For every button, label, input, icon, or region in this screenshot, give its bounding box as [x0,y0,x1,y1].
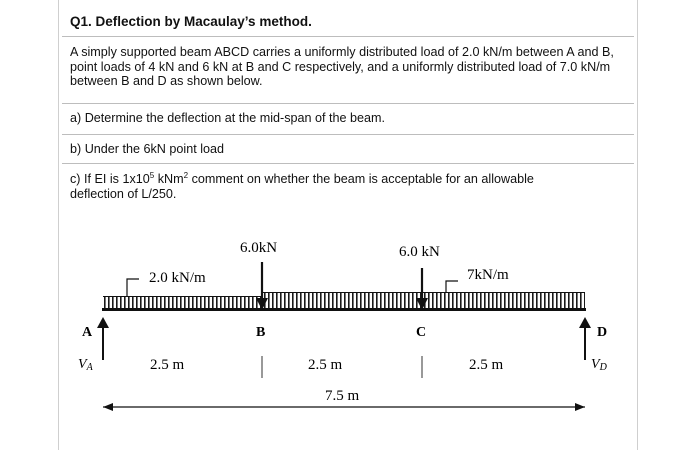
total-dim-arrow-left [103,403,113,411]
reaction-a-main: V [78,357,87,372]
reaction-a-arrowhead [97,317,109,328]
span-bc-label: 2.5 m [308,357,343,373]
point-load-c-label: 6.0 kN [399,244,440,260]
reaction-d-label [591,357,608,373]
udl-ab-leader [127,279,139,297]
total-dim-arrow-right [575,403,585,411]
question-title: Q1. Deflection by Macaulay’s method. [70,14,312,29]
reaction-a-label [78,357,94,373]
question-intro: A simply supported beam ABCD carries a uniformly distributed load of 2.0 kN/m between A and B, point loads of 4 kN and 6 kN at B and C respectively, and a uniformly distributed load of 7.0 kN/m between B and D as shown below. [70,45,614,88]
udl-ab-block [103,297,261,309]
point-load-b-label: 6.0kN [240,240,278,256]
part-c-text: kNm [154,172,184,186]
point-c-label: C [416,325,427,340]
beam [102,308,586,311]
part-c-exponent: 2 [183,171,189,180]
part-c-text: comment on whether the beam is acceptable for an allowable deflection of L/250. [70,172,534,201]
udl-bd-leader [446,281,458,293]
part-a: a) Determine the deflection at the mid-span of the beam. [70,111,386,125]
total-span-label: 7.5 m [325,388,360,404]
reaction-d-sub: D [599,362,607,373]
udl-bd-label: 7kN/m [467,267,509,283]
part-b: b) Under the 6kN point load [70,142,225,156]
point-a-label: A [82,325,93,340]
span-ab-label: 2.5 m [150,357,185,373]
point-b-label: B [256,325,266,340]
point-d-label: D [597,325,608,340]
reaction-a-sub: A [86,362,93,373]
udl-ab-label: 2.0 kN/m [149,270,206,286]
part-c-text: c) If EI is 1x10 [70,172,150,186]
reaction-d-main: V [591,357,600,372]
span-cd-label: 2.5 m [469,357,504,373]
reaction-d-arrowhead [579,317,591,328]
part-c-exponent: 5 [149,171,155,180]
